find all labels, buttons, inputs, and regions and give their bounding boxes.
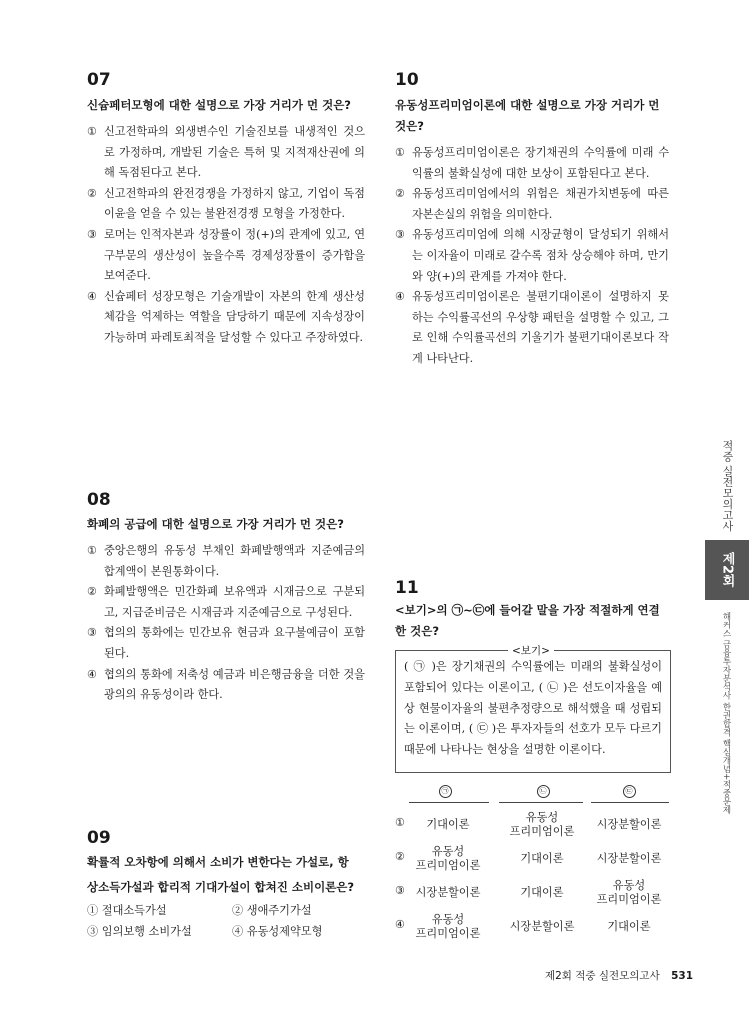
page-number: 531 bbox=[671, 970, 693, 982]
table-header-3 bbox=[587, 784, 671, 798]
option-marker: ② bbox=[395, 187, 406, 201]
table-cell: 유동성 프리미엄이론 bbox=[415, 845, 481, 872]
question-11-title bbox=[395, 600, 675, 642]
option-4[interactable] bbox=[395, 287, 669, 369]
option-marker: ② bbox=[87, 585, 98, 599]
example-box bbox=[395, 650, 671, 773]
question-07-title: 신슘페터모형에 대한 설명으로 가장 거리가 먼 것은? bbox=[87, 98, 351, 112]
table-cell: 시장분할이론 bbox=[596, 818, 662, 831]
example-box-label: <보기> bbox=[508, 643, 554, 658]
question-10-options bbox=[395, 143, 669, 370]
footer-label: 제2회 적중 실전모의고사 bbox=[544, 970, 660, 982]
table-cell: 기대이론 bbox=[520, 886, 564, 899]
option-3[interactable] bbox=[87, 922, 232, 943]
question-08-title: 화폐의 공급에 대한 설명으로 가장 거리가 먼 것은? bbox=[87, 517, 344, 531]
option-text: 신고전학파의 완전경쟁을 가정하지 않고, 기업이 독점이윤을 얻을 수 있는 불완전경쟁 모형을 가정한다. bbox=[104, 186, 365, 221]
option-marker: ③ bbox=[87, 626, 98, 640]
question-09-options bbox=[87, 901, 372, 942]
table-rule bbox=[409, 802, 489, 803]
option-text: 중앙은행의 유동성 부채인 화폐발행액과 지준예금의 합계액이 본원통화이다. bbox=[104, 544, 365, 578]
table-rule bbox=[591, 802, 669, 803]
option-text: 유동성프리미엄이론은 불편기대이론이 설명하지 못하는 수익률곡선의 우상향 패턴을 설명할 수 있고, 그로 인해 수익률곡선의 기울기가 불편기대이론보다 작게 나타난다. bbox=[412, 290, 669, 365]
example-box-text: ( ㉠ )은 장기채권의 수익률에는 미래의 불확실성이 포함되어 있다는 이론이고, ( ㉡ )은 선도이자율을 예상 현물이자율의 불편추정량으로 해석했을 때 성립되는 이론이며, ( ㉢ )은 투자자들의 선호가 모두 다르기 때문에 나타나는 현상을 설명한 이론이다. bbox=[404, 660, 662, 757]
option-marker: ④ bbox=[87, 667, 98, 681]
option-text: 유동성프리미엄에서의 위험은 채권가치변동에 따른 자본손실의 위험을 의미한다. bbox=[412, 187, 669, 221]
title-line: 것은? bbox=[395, 119, 424, 133]
option-marker: ④ bbox=[232, 924, 244, 938]
option-marker: ③ bbox=[87, 924, 99, 938]
table-cell: 기대이론 bbox=[607, 920, 651, 933]
question-08-number: 08 bbox=[87, 490, 111, 510]
answer-table bbox=[395, 780, 671, 950]
option-text: 생애주기가설 bbox=[246, 904, 312, 917]
option-text: 유동성제약모형 bbox=[246, 924, 323, 938]
option-2[interactable] bbox=[232, 901, 372, 922]
question-07-number: 07 bbox=[87, 70, 111, 90]
option-3[interactable] bbox=[395, 225, 669, 287]
table-header-2 bbox=[503, 784, 583, 798]
side-section-label: 적중 실전모의고사 bbox=[721, 440, 734, 532]
table-row-marker[interactable]: ④ bbox=[395, 918, 406, 931]
option-2[interactable] bbox=[395, 184, 669, 225]
title-line: 확률적 오차항에 의해서 소비가 변한다는 가설로, 항 bbox=[87, 855, 349, 869]
option-text: 화폐발행액은 민간화폐 보유액과 시재금으로 구분되고, 지급준비금은 시재금과 지준예금으로 구성된다. bbox=[104, 585, 365, 619]
question-11-number: 11 bbox=[395, 578, 419, 598]
option-3[interactable] bbox=[87, 225, 365, 287]
title-line: 한 것은? bbox=[395, 624, 440, 638]
option-marker: ① bbox=[87, 904, 99, 917]
header-symbol: ㉢ bbox=[623, 785, 636, 798]
table-cell: 기대이론 bbox=[426, 818, 470, 831]
option-marker: ③ bbox=[87, 227, 98, 241]
option-2[interactable] bbox=[87, 184, 365, 225]
question-07-options bbox=[87, 122, 365, 349]
question-08-options bbox=[87, 541, 365, 706]
question-10-number: 10 bbox=[395, 70, 419, 90]
option-3[interactable] bbox=[87, 623, 365, 664]
option-text: 로머는 인적자본과 성장률이 정(+)의 관계에 있고, 연구부문의 생산성이 높을수록 경제성장률이 증가함을 보여준다. bbox=[104, 227, 365, 283]
header-symbol: ㉠ bbox=[439, 785, 452, 798]
option-text: 협의의 통화에는 민간보유 현금과 요구불예금이 포함된다. bbox=[104, 626, 365, 660]
option-1[interactable] bbox=[87, 541, 365, 582]
option-text: 협의의 통화에 저축성 예금과 비은행금융을 더한 것을 광의의 유동성이라 한다. bbox=[104, 667, 365, 702]
option-4[interactable] bbox=[232, 922, 372, 943]
option-marker: ① bbox=[87, 125, 98, 138]
header-symbol: ㉡ bbox=[537, 785, 550, 798]
table-row-marker[interactable]: ② bbox=[395, 850, 406, 863]
option-marker: ② bbox=[87, 186, 98, 200]
table-cell: 시장분할이론 bbox=[415, 886, 481, 899]
title-line: 유동성프리미엄이론에 대한 설명으로 가장 거리가 먼 bbox=[395, 98, 660, 112]
option-text: 유동성프리미엄에 의해 시장균형이 달성되기 위해서는 이자율이 미래로 갈수록 점차 상승해야 하며, 만기와 양(+)의 관계를 가져야 한다. bbox=[412, 228, 669, 283]
option-1[interactable] bbox=[87, 122, 365, 184]
option-marker: ① bbox=[87, 544, 98, 557]
table-cell: 기대이론 bbox=[520, 852, 564, 865]
table-cell: 유동성 프리미엄이론 bbox=[509, 811, 575, 838]
question-09-title bbox=[87, 852, 377, 898]
table-cell: 시장분할이론 bbox=[596, 852, 662, 865]
option-text: 유동성프리미엄이론은 장기채권의 수익률에 미래 수익률의 불확실성에 대한 보상이 포함된다고 본다. bbox=[412, 146, 669, 180]
option-4[interactable] bbox=[87, 287, 365, 349]
option-1[interactable] bbox=[87, 901, 232, 922]
title-line: <보기>의 ㉠~㉢에 들어갈 말을 가장 적절하게 연결 bbox=[395, 603, 660, 617]
table-cell: 유동성 프리미엄이론 bbox=[415, 913, 481, 940]
option-text: 임의보행 소비가설 bbox=[101, 924, 192, 938]
option-marker: ④ bbox=[87, 289, 98, 303]
option-4[interactable] bbox=[87, 665, 365, 706]
option-marker: ② bbox=[232, 904, 244, 917]
option-text: 신슘페터 성장모형은 기술개발이 자본의 한계 생산성 체감을 억제하는 역할을 담당하기 때문에 지속성장이 가능하며 파레토최적을 달성할 수 있다고 주장하였다. bbox=[104, 289, 365, 344]
table-rule bbox=[499, 802, 583, 803]
option-2[interactable] bbox=[87, 582, 365, 623]
question-10-title bbox=[395, 95, 675, 137]
option-marker: ③ bbox=[395, 228, 406, 242]
table-cell: 유동성 프리미엄이론 bbox=[596, 879, 662, 906]
table-header-1 bbox=[405, 784, 485, 798]
option-marker: ④ bbox=[395, 290, 406, 304]
question-09-number: 09 bbox=[87, 828, 111, 848]
title-line: 상소득가설과 합리적 기대가설이 합쳐진 소비이론은? bbox=[87, 880, 355, 894]
option-marker: ① bbox=[395, 146, 406, 159]
table-cell: 시장분할이론 bbox=[509, 920, 575, 933]
side-book-title: 해커스 금융투자분석사 한권합격 핵심개념+적중문제 bbox=[721, 612, 731, 815]
round-tab[interactable] bbox=[705, 540, 749, 600]
footer bbox=[545, 968, 693, 983]
option-1[interactable] bbox=[395, 143, 669, 184]
table-row-marker[interactable]: ① bbox=[395, 816, 406, 829]
round-tab-label: 제2회 bbox=[719, 552, 735, 588]
option-text: 신고전학파의 외생변수인 기술진보를 내생적인 것으로 가정하며, 개발된 기술은 특허 및 지적재산권에 의해 독점된다고 본다. bbox=[104, 125, 365, 180]
table-row-marker[interactable]: ③ bbox=[395, 884, 406, 897]
option-text: 절대소득가설 bbox=[101, 904, 167, 917]
